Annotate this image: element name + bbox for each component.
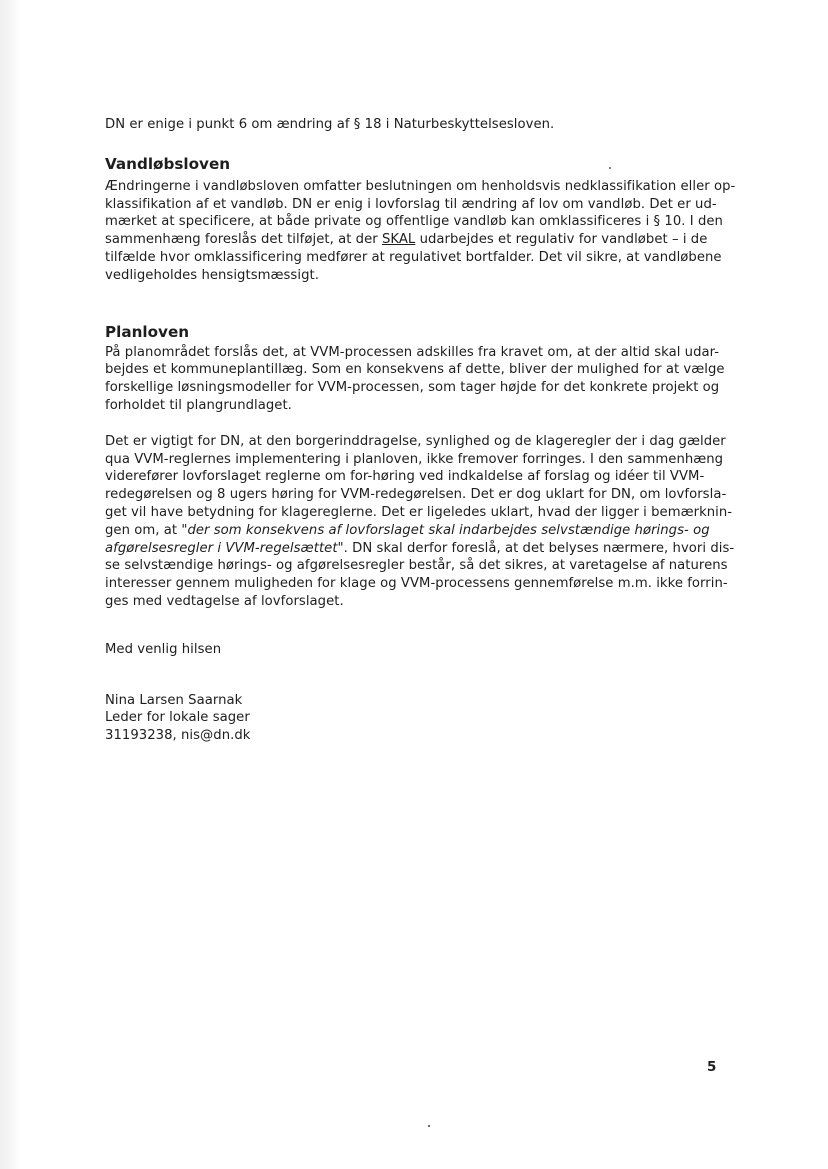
text-line: get vil have betydning for klagereglerne. Det er ligeledes uklart, hvad der ligger i bemærknin- [105, 504, 733, 520]
text-line: viderefører lovforslaget reglerne om for-høring ved indkaldelse af forslag og idéer til VVM- [105, 469, 705, 485]
signature-name: Nina Larsen Saarnak [105, 692, 243, 708]
text-line: forholdet til plangrundlaget. [105, 397, 292, 413]
text-line: redegørelsen og 8 ugers høring for VVM-redegørelsen. Det er dog uklart for DN, om lovforsla- [105, 487, 727, 503]
text-segment: sammenhæng foreslås det tilføjet, at der [105, 232, 382, 248]
plan-paragraph-1 [105, 344, 725, 415]
text-line [105, 540, 735, 558]
vandlob-paragraph [105, 178, 736, 285]
underlined-word: SKAL [381, 232, 416, 248]
text-line: Ændringerne i vandløbsloven omfatter beslutningen om henholdsvis nedklassifikation eller op- [105, 178, 736, 194]
quoted-text: "der som konsekvens af lovforslaget skal indarbejdes selvstændige hørings- og [181, 522, 710, 538]
text-segment: gen om, at [105, 522, 182, 538]
text-line: forskellige løsningsmodeller for VVM-processen, som tager højde for det konkrete projekt og [105, 380, 720, 396]
quoted-text: afgørelsesregler i VVM-regelsættet" [105, 540, 344, 556]
text-line: bejdes et kommuneplantillæg. Som en konsekvens af dette, bliver der mulighed for at vælge [105, 362, 725, 378]
text-line: På planområdet forslås det, at VVM-processen adskilles fra kravet om, at der altid skal udar- [105, 344, 720, 360]
intro-paragraph [105, 116, 725, 134]
plan-paragraph-2 [105, 433, 735, 611]
scan-edge-shadow [0, 0, 20, 1169]
text-line: se selvstændige hørings- og afgørelsesregler består, så det sikres, at varetagelse af naturens [105, 558, 728, 574]
text-segment: . DN skal derfor foreslå, at det belyses nærmere, hvori dis- [343, 540, 735, 556]
text-line: mærket at specificere, at både private og offentlige vandløb kan omklassificeres i § 10. I den [105, 214, 723, 230]
greeting-line: Med venlig hilsen [105, 641, 222, 657]
text-line [105, 231, 725, 249]
text-line: tilfælde hvor omklassificering medfører at regulativet bortfalder. Det vil sikre, at vandløbene [105, 249, 722, 265]
heading-vandlobsloven: Vandløbsloven [105, 154, 231, 173]
text-line: interesser gennem muligheden for klage og VVM-processens gennemførelse m.m. ikke forrin- [105, 576, 728, 592]
text-line: vedligeholdes hensigtsmæssigt. [105, 267, 319, 283]
signature-title: Leder for lokale sager [105, 710, 250, 726]
text-line: ges med vedtagelse af lovforslaget. [105, 593, 344, 609]
closing-greeting [105, 641, 725, 659]
heading-planloven: Planloven [105, 322, 190, 341]
text-line: qua VVM-reglernes implementering i planloven, ikke fremover forringes. I den sammenhæng [105, 451, 724, 467]
intro-line: DN er enige i punkt 6 om ændring af § 18 i Naturbeskyttelsesloven. [105, 117, 555, 132]
signature-contact: 31193238, nis@dn.dk [105, 728, 251, 744]
scan-speck [428, 1125, 430, 1127]
document-body [105, 116, 736, 745]
signature-block [105, 692, 725, 745]
text-line [105, 522, 725, 540]
text-line: klassifikation af et vandløb. DN er enig i lovforslag til ændring af lov om vandløb. Det er ud- [105, 196, 717, 212]
text-segment: udarbejdes et regulativ for vandløbet – i de [415, 232, 708, 248]
page-number: 5 [707, 1059, 717, 1075]
text-line: Det er vigtigt for DN, at den borgerinddragelse, synlighed og de klageregler der i dag gælder [105, 433, 726, 449]
